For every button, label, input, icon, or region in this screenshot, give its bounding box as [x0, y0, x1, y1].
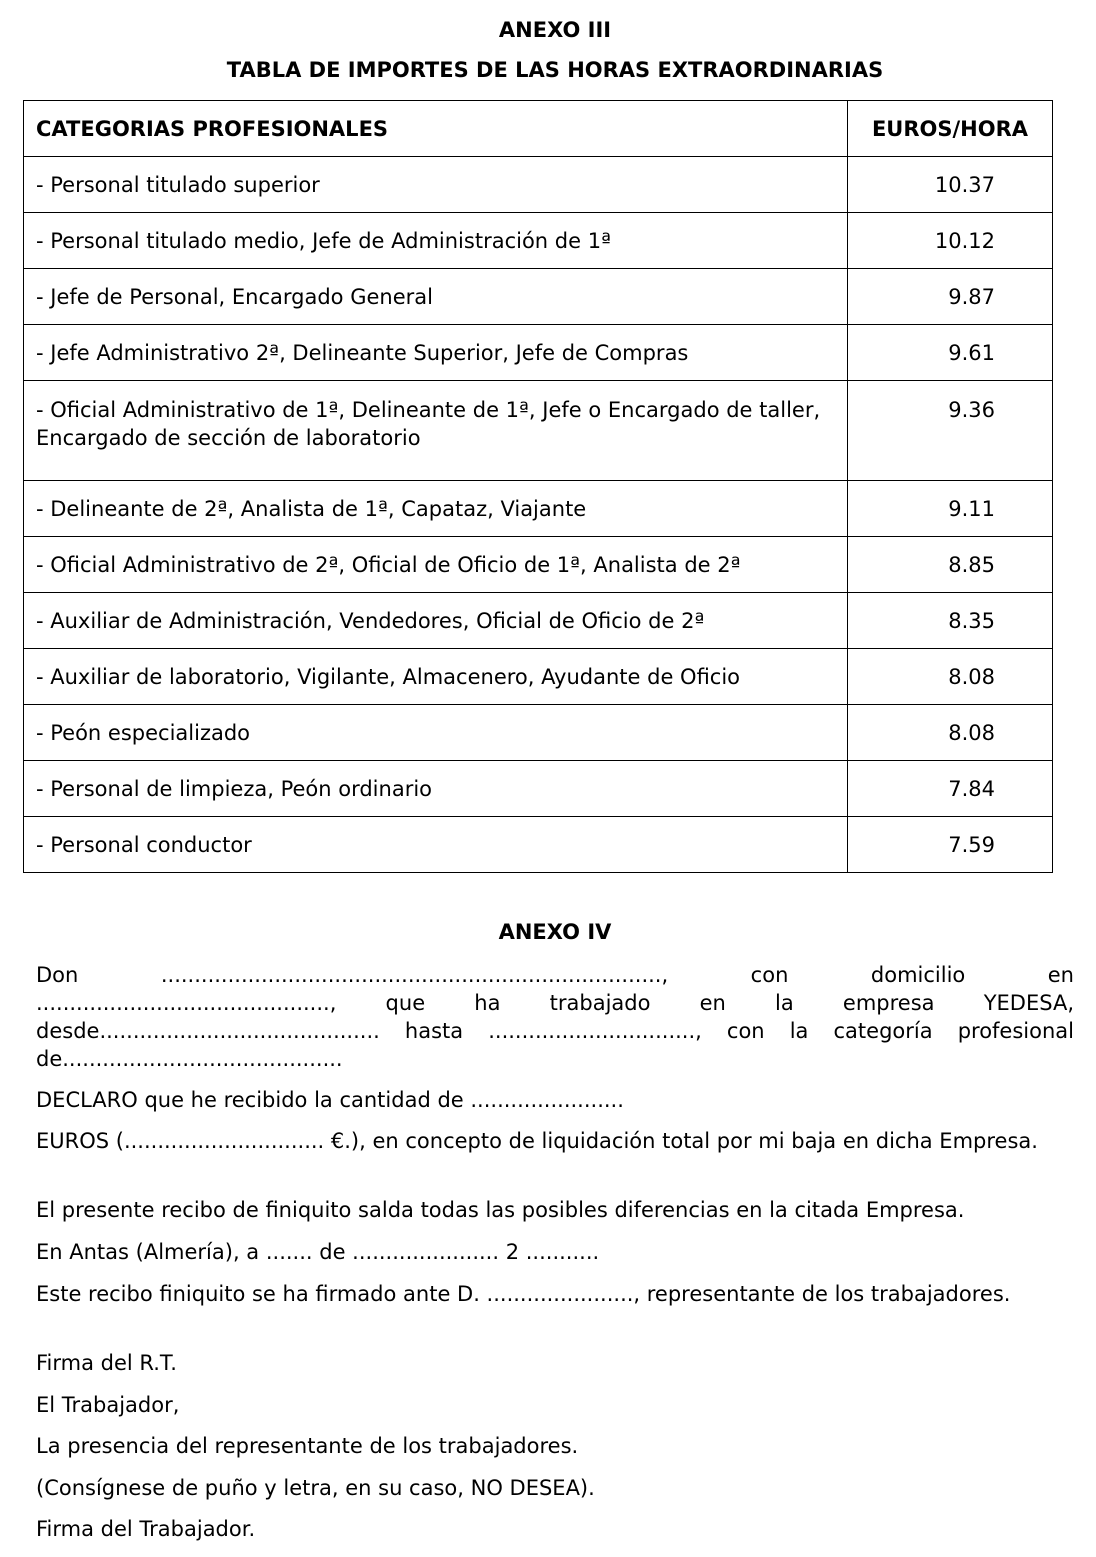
worker-label: El Trabajador, [36, 1393, 180, 1417]
table-row [24, 381, 1053, 481]
category-cell: - Peón especializado [24, 705, 848, 761]
rate-cell: 10.12 [848, 213, 1053, 269]
rate-cell: 9.11 [848, 481, 1053, 537]
category-cell: - Oficial Administrativo de 2ª, Oficial de Oficio de 1ª, Analista de 2ª [24, 537, 848, 593]
category-cell: - Personal titulado superior [24, 157, 848, 213]
table-row [24, 649, 1053, 705]
rate-cell: 8.08 [848, 705, 1053, 761]
representative-signature-label: Firma del R.T. [36, 1351, 177, 1375]
annex-iii-title: ANEXO III [498, 18, 612, 42]
table-row [24, 213, 1053, 269]
representative-presence-paragraph: La presencia del representante de los trabajadores. [36, 1434, 579, 1458]
worker-signature-label: Firma del Trabajador. [36, 1517, 256, 1541]
place-date-paragraph: En Antas (Almería), a ....... de ...................... 2 ........... [36, 1240, 600, 1264]
category-cell: - Delineante de 2ª, Analista de 1ª, Capataz, Viajante [24, 481, 848, 537]
overtime-table-title: TABLA DE IMPORTES DE LAS HORAS EXTRAORDINARIAS [226, 58, 884, 82]
table-row [24, 269, 1053, 325]
signed-before-paragraph: Este recibo finiquito se ha firmado ante D. ......................, representante de los trabajadores. [36, 1282, 1011, 1306]
annex-iv-title: ANEXO IV [498, 920, 612, 944]
column-header-category: CATEGORIAS PROFESIONALES [24, 101, 848, 157]
category-cell: - Personal titulado medio, Jefe de Administración de 1ª [24, 213, 848, 269]
table-row [24, 325, 1053, 381]
rate-cell: 7.84 [848, 761, 1053, 817]
rate-cell: 8.08 [848, 649, 1053, 705]
rate-cell: 7.59 [848, 817, 1053, 873]
table-header-row [24, 101, 1053, 157]
category-cell: - Personal conductor [24, 817, 848, 873]
rate-cell: 10.37 [848, 157, 1053, 213]
category-cell: - Auxiliar de laboratorio, Vigilante, Almacenero, Ayudante de Oficio [24, 649, 848, 705]
table-body [24, 157, 1053, 873]
table-row [24, 537, 1053, 593]
column-header-euros-hour: EUROS/HORA [848, 101, 1053, 157]
amount-paragraph: EUROS (.............................. €.), en concepto de liquidación total por mi baja en dicha Empresa. [36, 1129, 1038, 1153]
table-row [24, 157, 1053, 213]
table-row [24, 593, 1053, 649]
category-cell: - Jefe de Personal, Encargado General [24, 269, 848, 325]
handwritten-note-paragraph: (Consígnese de puño y letra, en su caso, NO DESEA). [36, 1476, 595, 1500]
table-row [24, 817, 1053, 873]
rate-cell: 9.61 [848, 325, 1053, 381]
category-cell: - Jefe Administrativo 2ª, Delineante Superior, Jefe de Compras [24, 325, 848, 381]
settlement-paragraph: El presente recibo de finiquito salda todas las posibles diferencias en la citada Empresa. [36, 1198, 965, 1222]
table-row [24, 761, 1053, 817]
rate-cell: 9.87 [848, 269, 1053, 325]
overtime-rates-table [23, 100, 1053, 873]
category-cell: - Auxiliar de Administración, Vendedores, Oficial de Oficio de 2ª [24, 593, 848, 649]
declaration-paragraph: DECLARO que he recibido la cantidad de ....................... [36, 1088, 624, 1112]
table-row [24, 481, 1053, 537]
rate-cell: 8.35 [848, 593, 1053, 649]
rate-cell: 8.85 [848, 537, 1053, 593]
category-cell: - Personal de limpieza, Peón ordinario [24, 761, 848, 817]
worker-details-paragraph: Don ..........................................................................., con domicilio en ............................................, que ha trabajado en la empresa YEDESA, desde.......................................... hasta ..............................., con la categoría profesional de.......................................... [36, 963, 1074, 1071]
table-row [24, 705, 1053, 761]
category-cell: - Oficial Administrativo de 1ª, Delineante de 1ª, Jefe o Encargado de taller, Encargado de sección de laboratorio [24, 381, 848, 481]
rate-cell: 9.36 [848, 381, 1053, 481]
